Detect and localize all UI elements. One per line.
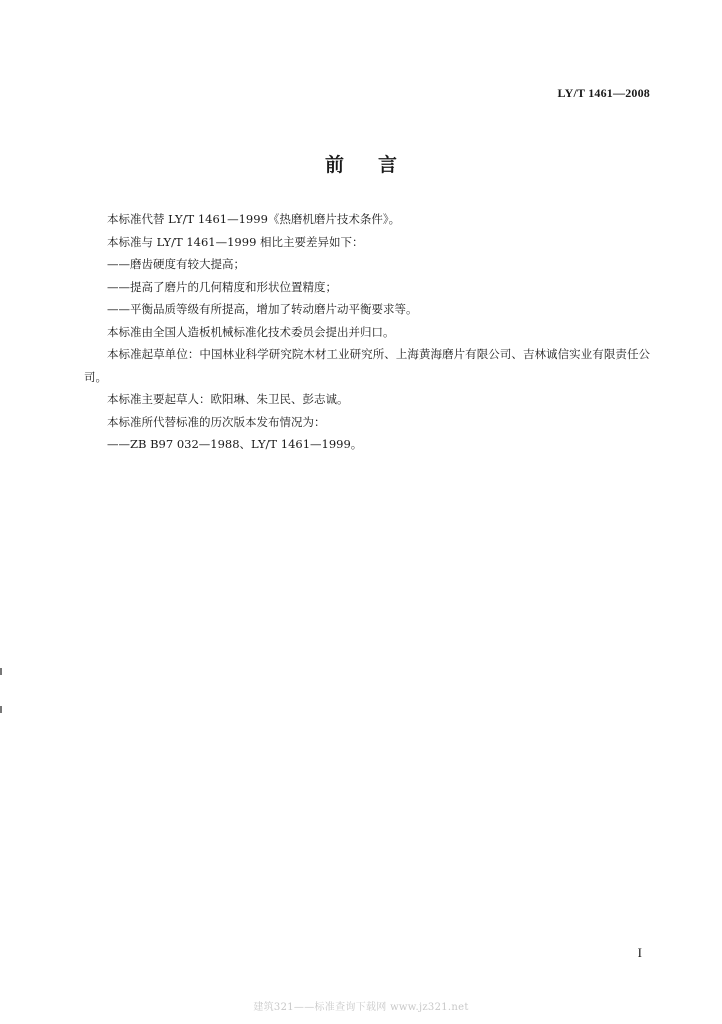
list-item-history: ——ZB B97 032—1988、LY/T 1461—1999。 bbox=[107, 437, 363, 451]
list-item-difference: ——提高了磨片的几何精度和形状位置精度； bbox=[107, 279, 337, 294]
page-number: I bbox=[637, 945, 642, 960]
page-title: 前言 bbox=[324, 154, 431, 176]
scan-edge-mark bbox=[0, 668, 2, 675]
standard-number: LY/T 1461—2008 bbox=[557, 86, 650, 100]
scan-edge-mark bbox=[0, 706, 2, 713]
paragraph-drafters: 本标准主要起草人：欧阳琳、朱卫民、彭志诚。 bbox=[107, 392, 349, 406]
paragraph-replaces: 本标准代替 LY/T 1461—1999《热磨机磨片技术条件》。 bbox=[107, 212, 401, 226]
paragraph-history-intro: 本标准所代替标准的历次版本发布情况为： bbox=[107, 414, 326, 429]
list-item-difference: ——磨齿硬度有较大提高； bbox=[107, 257, 245, 271]
foreword-body bbox=[84, 208, 650, 456]
watermark: 建筑321——标准查询下载网 www.jz321.net bbox=[253, 1002, 469, 1013]
paragraph-proposed-by: 本标准由全国人造板机械标准化技术委员会提出并归口。 bbox=[107, 324, 395, 339]
paragraph-differences-intro: 本标准与 LY/T 1461—1999 相比主要差异如下： bbox=[107, 234, 364, 249]
paragraph-drafting-units: 本标准起草单位：中国林业科学研究院木材工业研究所、上海黄海磨片有限公司、吉林诚信实业有限责任公司。 bbox=[84, 347, 650, 384]
list-item-difference: ——平衡品质等级有所提高，增加了转动磨片动平衡要求等。 bbox=[107, 302, 418, 316]
